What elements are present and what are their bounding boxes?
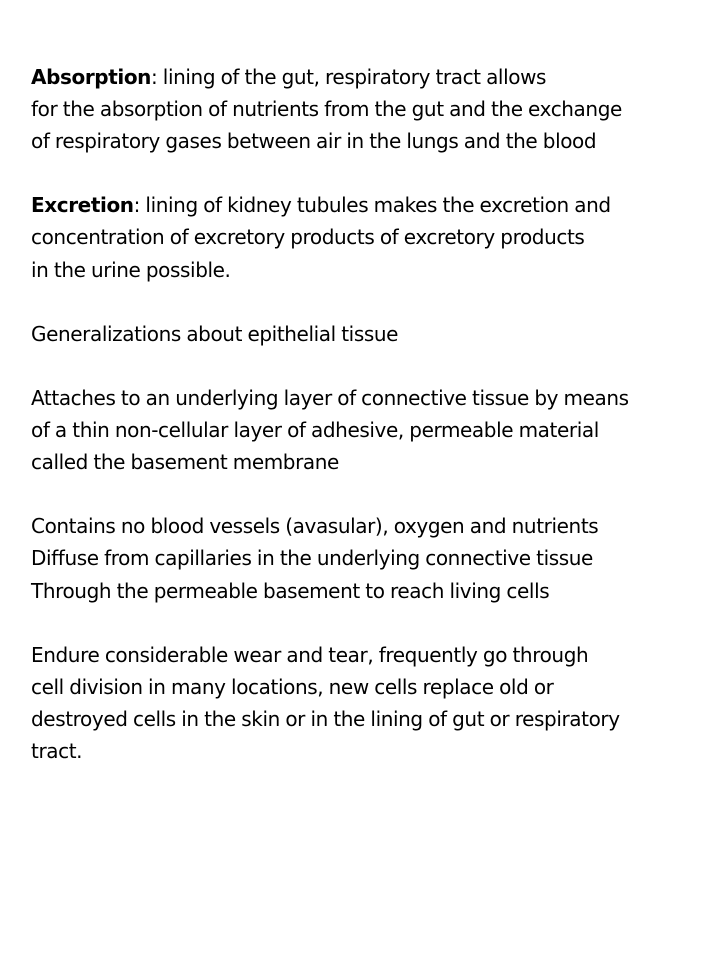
- excretion-line-2: concentration of excretory products of excretory products: [31, 225, 585, 250]
- vessels-paragraph: [31, 510, 716, 606]
- absorption-line-1: [31, 61, 716, 93]
- generalizations-heading: Generalizations about epithelial tissue: [31, 321, 399, 346]
- absorption-line-2: for the absorption of nutrients from the gut and the exchange: [31, 97, 622, 122]
- basement-line-1: Attaches to an underlying layer of connective tissue by means: [31, 385, 629, 410]
- basement-paragraph: [31, 382, 716, 478]
- absorption-line-1-text: : lining of the gut, respiratory tract allows: [151, 65, 547, 89]
- vessels-line-3: Through the permeable basement to reach living cells: [31, 578, 550, 603]
- basement-line-2: of a thin non-cellular layer of adhesive, permeable material: [31, 418, 599, 443]
- absorption-paragraph: [31, 61, 716, 157]
- endure-paragraph: [31, 639, 716, 767]
- absorption-line-3: of respiratory gases between air in the lungs and the blood: [31, 129, 597, 154]
- endure-line-3: destroyed cells in the skin or in the lining of gut or respiratory: [31, 706, 620, 731]
- excretion-line-3: in the urine possible.: [31, 257, 231, 282]
- endure-line-2: cell division in many locations, new cells replace old or: [31, 674, 554, 699]
- endure-line-4: tract.: [31, 738, 83, 763]
- generalizations-paragraph: [31, 318, 716, 350]
- absorption-term: Absorption: [31, 65, 152, 89]
- endure-line-1: Endure considerable wear and tear, frequently go through: [31, 642, 589, 667]
- document-body: [31, 61, 716, 799]
- vessels-line-1: Contains no blood vessels (avasular), oxygen and nutrients: [31, 514, 599, 539]
- excretion-line-1: [31, 189, 716, 221]
- basement-line-3: called the basement membrane: [31, 450, 339, 475]
- excretion-paragraph: [31, 189, 716, 285]
- vessels-line-2: Diffuse from capillaries in the underlying connective tissue: [31, 546, 593, 571]
- excretion-term: Excretion: [31, 193, 134, 218]
- excretion-line-1-text: : lining of kidney tubules makes the excretion and: [133, 193, 611, 218]
